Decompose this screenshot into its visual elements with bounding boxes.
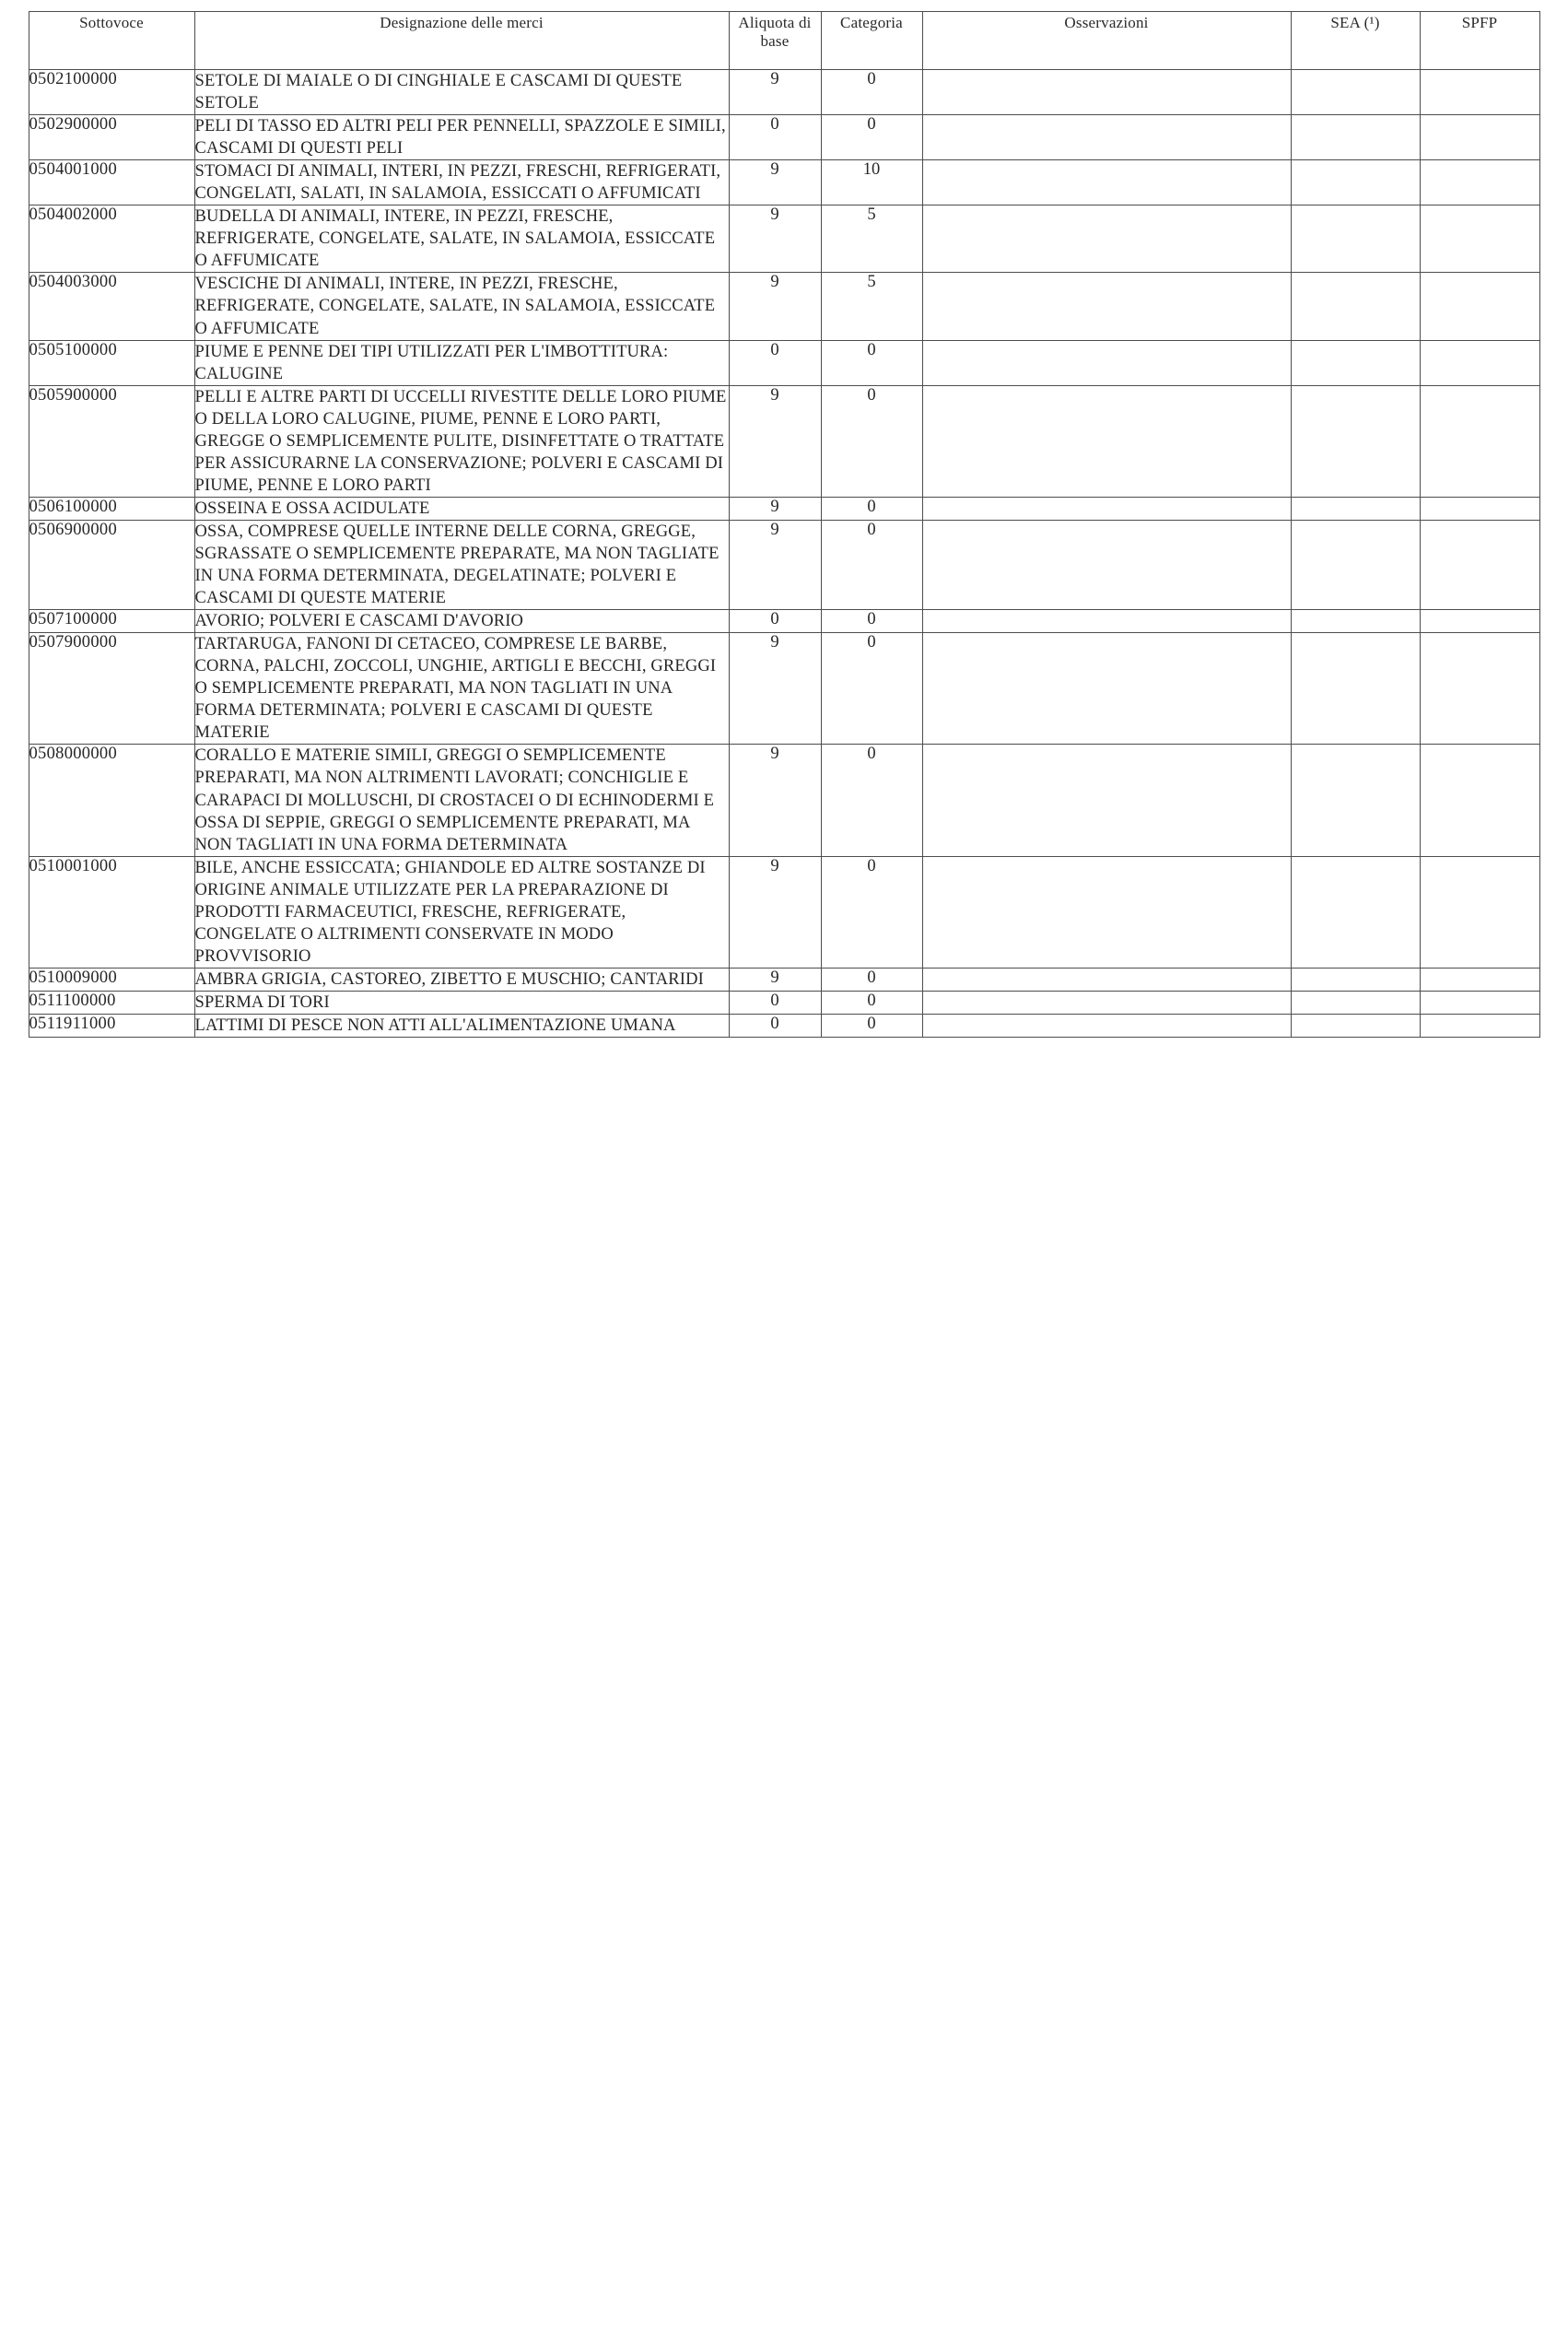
cell-designazione: BILE, ANCHE ESSICCATA; GHIANDOLE ED ALTRE SOSTANZE DI ORIGINE ANIMALE UTILIZZATE PER LA PREPARAZIONE DI PRODOTTI FARMACEUTICI, FRESCHE, REFRIGERATE, CONGELATE O ALTRIMENTI CONSERVATE IN MODO PROVVISORIO: [194, 856, 729, 968]
cell-designazione: OSSEINA E OSSA ACIDULATE: [194, 497, 729, 520]
cell-categoria: 5: [821, 273, 922, 340]
cell-sea: [1291, 385, 1420, 497]
cell-sottovoce: 0505900000: [29, 385, 194, 497]
cell-designazione: BUDELLA DI ANIMALI, INTERE, IN PEZZI, FRESCHE, REFRIGERATE, CONGELATE, SALATE, IN SALAMOIA, ESSICCATE O AFFUMICATE: [194, 205, 729, 273]
table-row: [29, 633, 1539, 745]
cell-sea: [1291, 340, 1420, 385]
cell-spfp: [1420, 70, 1539, 115]
cell-aliquota: 9: [729, 385, 821, 497]
cell-osservazioni: [922, 205, 1291, 273]
cell-sea: [1291, 856, 1420, 968]
cell-spfp: [1420, 205, 1539, 273]
cell-sottovoce: 0502100000: [29, 70, 194, 115]
cell-aliquota: 0: [729, 991, 821, 1014]
cell-categoria: 0: [821, 991, 922, 1014]
cell-designazione: OSSA, COMPRESE QUELLE INTERNE DELLE CORNA, GREGGE, SGRASSATE O SEMPLICEMENTE PREPARATE, MA NON TAGLIATE IN UNA FORMA DETERMINATA, DEGELATINATE; POLVERI E CASCAMI DI QUESTE MATERIE: [194, 520, 729, 609]
header-row: [29, 12, 1539, 70]
cell-osservazioni: [922, 340, 1291, 385]
column-header-categoria: Categoria: [821, 12, 922, 70]
cell-spfp: [1420, 497, 1539, 520]
cell-sea: [1291, 273, 1420, 340]
cell-osservazioni: [922, 968, 1291, 991]
cell-designazione: CORALLO E MATERIE SIMILI, GREGGI O SEMPLICEMENTE PREPARATI, MA NON ALTRIMENTI LAVORATI; CONCHIGLIE E CARAPACI DI MOLLUSCHI, DI CROSTACEI O DI ECHINODERMI E OSSA DI SEPPIE, GREGGI O SEMPLICEMENTE PREPARATI, MA NON TAGLIATI IN UNA FORMA DETERMINATA: [194, 745, 729, 856]
cell-sea: [1291, 633, 1420, 745]
cell-categoria: 0: [821, 497, 922, 520]
cell-sea: [1291, 70, 1420, 115]
cell-sea: [1291, 991, 1420, 1014]
cell-osservazioni: [922, 385, 1291, 497]
cell-aliquota: 9: [729, 856, 821, 968]
table-row: [29, 340, 1539, 385]
table-row: [29, 1014, 1539, 1037]
cell-designazione: LATTIMI DI PESCE NON ATTI ALL'ALIMENTAZIONE UMANA: [194, 1014, 729, 1037]
cell-sea: [1291, 497, 1420, 520]
cell-designazione: AMBRA GRIGIA, CASTOREO, ZIBETTO E MUSCHIO; CANTARIDI: [194, 968, 729, 991]
cell-aliquota: 9: [729, 745, 821, 856]
cell-categoria: 0: [821, 610, 922, 633]
cell-aliquota: 9: [729, 205, 821, 273]
cell-designazione: SETOLE DI MAIALE O DI CINGHIALE E CASCAMI DI QUESTE SETOLE: [194, 70, 729, 115]
cell-osservazioni: [922, 745, 1291, 856]
cell-osservazioni: [922, 497, 1291, 520]
cell-aliquota: 0: [729, 340, 821, 385]
cell-sottovoce: 0508000000: [29, 745, 194, 856]
cell-aliquota: 0: [729, 115, 821, 160]
cell-sottovoce: 0506100000: [29, 497, 194, 520]
cell-sea: [1291, 160, 1420, 205]
table-row: [29, 610, 1539, 633]
table-row: [29, 520, 1539, 609]
cell-sottovoce: 0507900000: [29, 633, 194, 745]
cell-aliquota: 9: [729, 633, 821, 745]
cell-aliquota: 9: [729, 968, 821, 991]
cell-spfp: [1420, 1014, 1539, 1037]
cell-sea: [1291, 205, 1420, 273]
cell-categoria: 0: [821, 70, 922, 115]
cell-categoria: 10: [821, 160, 922, 205]
cell-sottovoce: 0505100000: [29, 340, 194, 385]
cell-sea: [1291, 745, 1420, 856]
cell-categoria: 0: [821, 340, 922, 385]
table-row: [29, 991, 1539, 1014]
cell-spfp: [1420, 340, 1539, 385]
cell-aliquota: 9: [729, 273, 821, 340]
cell-sea: [1291, 520, 1420, 609]
cell-sottovoce: 0502900000: [29, 115, 194, 160]
cell-sottovoce: 0504003000: [29, 273, 194, 340]
table-row: [29, 160, 1539, 205]
cell-designazione: STOMACI DI ANIMALI, INTERI, IN PEZZI, FRESCHI, REFRIGERATI, CONGELATI, SALATI, IN SALAMOIA, ESSICCATI O AFFUMICATI: [194, 160, 729, 205]
table-header: [29, 12, 1539, 70]
table-row: [29, 385, 1539, 497]
cell-aliquota: 0: [729, 610, 821, 633]
cell-sottovoce: 0506900000: [29, 520, 194, 609]
cell-designazione: PELLI E ALTRE PARTI DI UCCELLI RIVESTITE DELLE LORO PIUME O DELLA LORO CALUGINE, PIUME, PENNE E LORO PARTI, GREGGE O SEMPLICEMENTE PULITE, DISINFETTATE O TRATTATE PER ASSICURARNE LA CONSERVAZIONE; POLVERI E CASCAMI DI PIUME, PENNE E LORO PARTI: [194, 385, 729, 497]
cell-sottovoce: 0511100000: [29, 991, 194, 1014]
cell-categoria: 0: [821, 115, 922, 160]
cell-sea: [1291, 968, 1420, 991]
cell-osservazioni: [922, 115, 1291, 160]
cell-osservazioni: [922, 633, 1291, 745]
table-row: [29, 273, 1539, 340]
cell-osservazioni: [922, 1014, 1291, 1037]
table-body: [29, 70, 1539, 1038]
cell-categoria: 5: [821, 205, 922, 273]
cell-aliquota: 0: [729, 1014, 821, 1037]
cell-sea: [1291, 610, 1420, 633]
cell-spfp: [1420, 633, 1539, 745]
cell-categoria: 0: [821, 520, 922, 609]
cell-sottovoce: 0504001000: [29, 160, 194, 205]
table-row: [29, 856, 1539, 968]
cell-aliquota: 9: [729, 160, 821, 205]
cell-categoria: 0: [821, 1014, 922, 1037]
cell-spfp: [1420, 385, 1539, 497]
cell-sea: [1291, 115, 1420, 160]
column-header-osservazioni: Osservazioni: [922, 12, 1291, 70]
column-header-spfp: SPFP: [1420, 12, 1539, 70]
cell-spfp: [1420, 968, 1539, 991]
column-header-sea: SEA (¹): [1291, 12, 1420, 70]
cell-sottovoce: 0511911000: [29, 1014, 194, 1037]
cell-designazione: AVORIO; POLVERI E CASCAMI D'AVORIO: [194, 610, 729, 633]
table-row: [29, 70, 1539, 115]
cell-osservazioni: [922, 610, 1291, 633]
cell-categoria: 0: [821, 745, 922, 856]
cell-sottovoce: 0504002000: [29, 205, 194, 273]
customs-tariff-table: [29, 11, 1540, 1038]
cell-designazione: VESCICHE DI ANIMALI, INTERE, IN PEZZI, FRESCHE, REFRIGERATE, CONGELATE, SALATE, IN SALAMOIA, ESSICCATE O AFFUMICATE: [194, 273, 729, 340]
table-row: [29, 115, 1539, 160]
page-bottom-margin: [28, 1038, 1540, 1222]
cell-categoria: 0: [821, 856, 922, 968]
cell-spfp: [1420, 115, 1539, 160]
cell-osservazioni: [922, 273, 1291, 340]
column-header-designazione: Designazione delle merci: [194, 12, 729, 70]
cell-categoria: 0: [821, 633, 922, 745]
cell-spfp: [1420, 745, 1539, 856]
cell-sottovoce: 0507100000: [29, 610, 194, 633]
table-row: [29, 968, 1539, 991]
cell-spfp: [1420, 520, 1539, 609]
cell-categoria: 0: [821, 385, 922, 497]
cell-designazione: PIUME E PENNE DEI TIPI UTILIZZATI PER L'IMBOTTITURA: CALUGINE: [194, 340, 729, 385]
cell-sottovoce: 0510001000: [29, 856, 194, 968]
cell-osservazioni: [922, 520, 1291, 609]
table-row: [29, 205, 1539, 273]
column-header-aliquota: Aliquota di base: [729, 12, 821, 70]
cell-categoria: 0: [821, 968, 922, 991]
cell-spfp: [1420, 991, 1539, 1014]
cell-osservazioni: [922, 70, 1291, 115]
cell-designazione: SPERMA DI TORI: [194, 991, 729, 1014]
table-row: [29, 497, 1539, 520]
cell-spfp: [1420, 856, 1539, 968]
cell-designazione: TARTARUGA, FANONI DI CETACEO, COMPRESE LE BARBE, CORNA, PALCHI, ZOCCOLI, UNGHIE, ARTIGLI E BECCHI, GREGGI O SEMPLICEMENTE PREPARATI, MA NON TAGLIATI IN UNA FORMA DETERMINATA; POLVERI E CASCAMI DI QUESTE MATERIE: [194, 633, 729, 745]
cell-sea: [1291, 1014, 1420, 1037]
cell-spfp: [1420, 160, 1539, 205]
cell-sottovoce: 0510009000: [29, 968, 194, 991]
column-header-sottovoce: Sottovoce: [29, 12, 194, 70]
cell-osservazioni: [922, 856, 1291, 968]
cell-spfp: [1420, 610, 1539, 633]
cell-designazione: PELI DI TASSO ED ALTRI PELI PER PENNELLI, SPAZZOLE E SIMILI, CASCAMI DI QUESTI PELI: [194, 115, 729, 160]
cell-aliquota: 9: [729, 70, 821, 115]
cell-osservazioni: [922, 991, 1291, 1014]
cell-osservazioni: [922, 160, 1291, 205]
table-row: [29, 745, 1539, 856]
cell-aliquota: 9: [729, 497, 821, 520]
cell-spfp: [1420, 273, 1539, 340]
cell-aliquota: 9: [729, 520, 821, 609]
